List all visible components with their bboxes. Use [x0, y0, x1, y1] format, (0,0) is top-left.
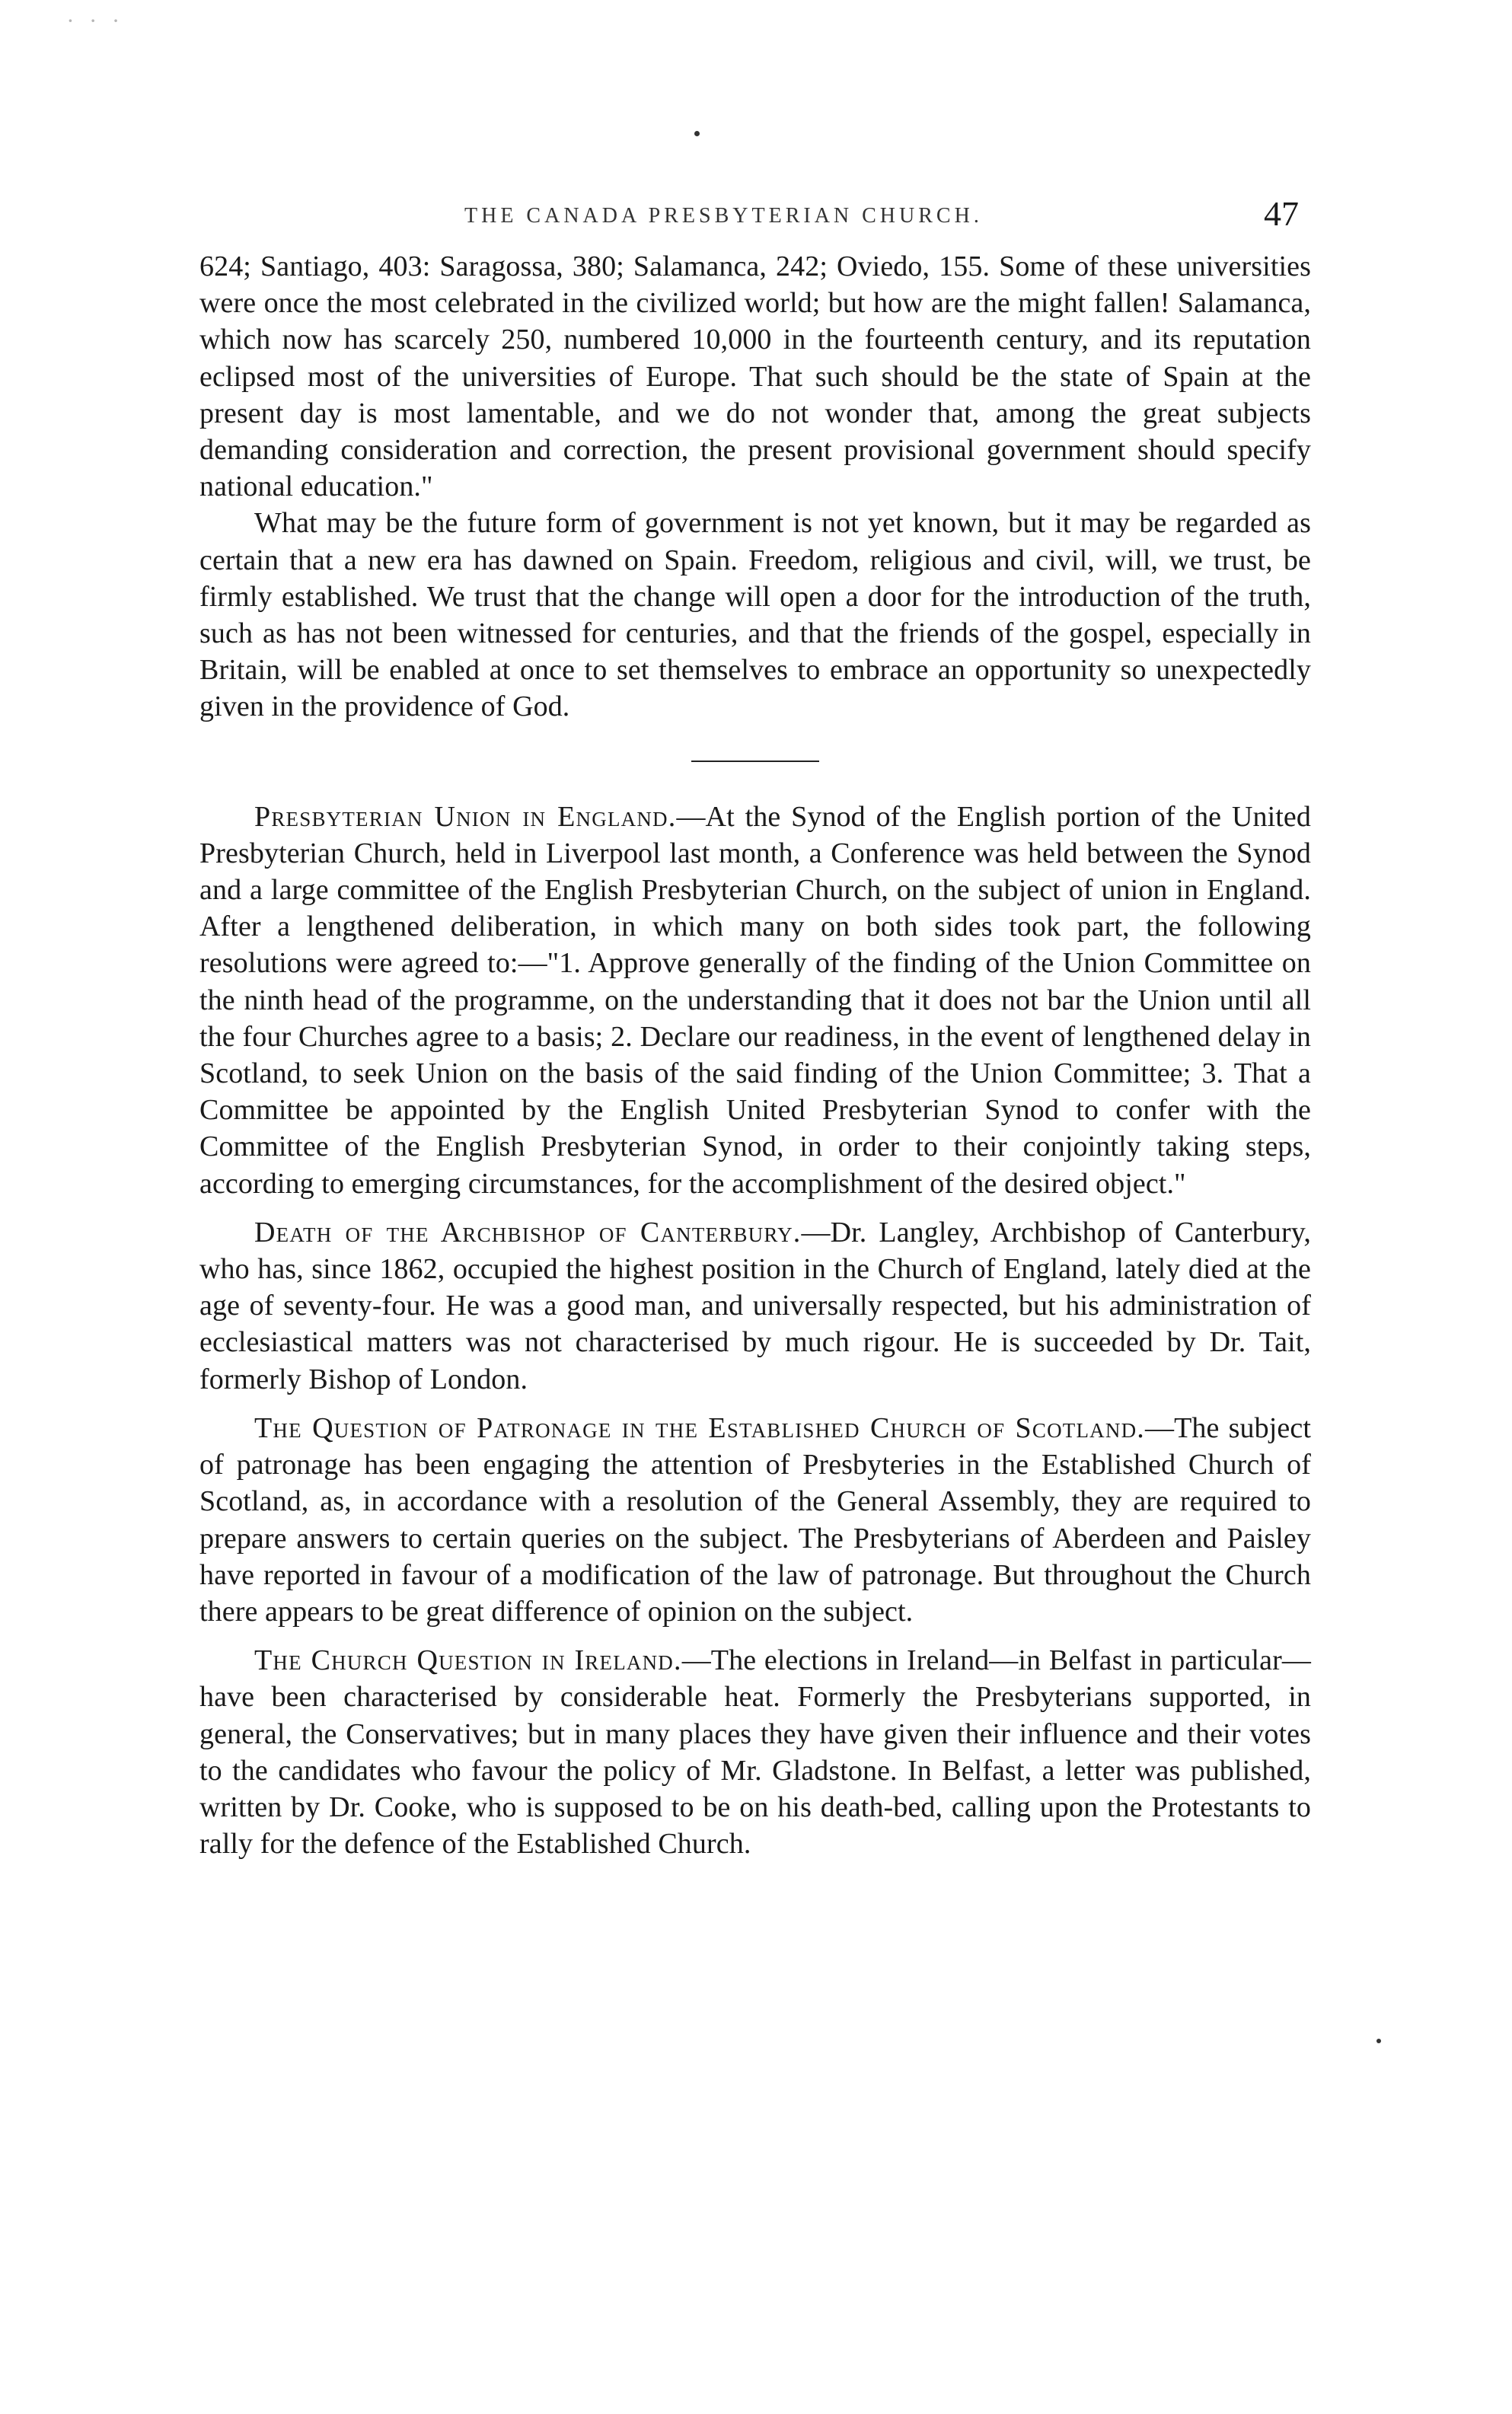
running-title: THE CANADA PRESBYTERIAN CHURCH. [464, 204, 983, 228]
news-item [199, 1642, 1311, 1862]
news-item-heading: The Question of Patronage in the Established Church of Scotland. [254, 1411, 1145, 1444]
ink-dot [694, 131, 700, 136]
news-item-heading: The Church Question in Ireland. [254, 1644, 682, 1677]
news-item [199, 1410, 1311, 1630]
article-continuation-paragraph: 624; Santiago, 403: Saragossa, 380; Salamanca, 242; Oviedo, 155. Some of these universities were once the most celebrated in the civilized world; but how are the might fallen! Salamanca, which now has scarcely 250, numbered 10,000 in the fourteenth century, and its reputation eclipsed most of the universities of Europe. That such should be the state of Spain at the present day is most lamentable, and we do not wonder that, among the great subjects demanding consideration and correction, the present provisional government should specify national education." [199, 250, 1311, 503]
ink-dot [1376, 2039, 1381, 2043]
news-item-heading: Death of the Archbishop of Canterbury. [254, 1216, 802, 1248]
page-number: 47 [1264, 194, 1299, 233]
section-divider [691, 761, 819, 762]
news-item-heading: Presbyterian Union in England. [254, 800, 677, 833]
news-item-text: —The elections in Ireland—in Belfast in particular—have been characterised by considerable heat. Formerly the Presbyterians supported, in general, the Conservatives; but in many places they have given their influence and their votes to the candidates who favour the policy of Mr. Gladstone. In Belfast, a letter was published, written by Dr. Cooke, who is supposed to be on his death-bed, calling upon the Protestants to rally for the defence of the Established Church. [199, 1644, 1311, 1861]
text-body [199, 248, 1311, 1862]
news-item-text: —Dr. Langley, Archbishop of Canterbury, who has, since 1862, occupied the highest position in the Church of England, lately died at the age of seventy-four. He was a good man, and universally respected, but his administration of ecclesiastical matters was not characterised by much rigour. He is succeeded by Dr. Tait, formerly Bishop of London. [199, 1216, 1311, 1395]
news-item-text: —The subject of patronage has been engaging the attention of Presbyteries in the Established Church of Scotland, as, in accordance with a resolution of the General Assembly, they are required to prepare answers to certain queries on the subject. The Presbyterians of Aberdeen and Paisley have reported in favour of a modification of the law of patronage. But throughout the Church there appears to be great difference of opinion on the subject. [199, 1411, 1311, 1628]
news-item [199, 1214, 1311, 1398]
article-continuation-paragraph: What may be the future form of government is not yet known, but it may be regarded as certain that a new era has dawned on Spain. Freedom, religious and civil, will, we trust, be firmly established. We trust that the change will open a door for the introduction of the truth, such as has not been witnessed for centuries, and that the friends of the gospel, especially in Britain, will be enabled at once to set themselves to embrace an opportunity so unexpectedly given in the providence of God. [199, 507, 1311, 723]
news-item-text: —At the Synod of the English portion of the United Presbyterian Church, held in Liverpool last month, a Conference was held between the Synod and a large committee of the English Presbyterian Church, on the subject of union in England. After a lengthened deliberation, in which many on both sides took part, the following resolutions were agreed to:—"1. Approve generally of the finding of the Union Committee on the ninth head of the programme, on the understanding that it does not bar the Union until all the four Churches agree to a basis; 2. Declare our readiness, in the event of lengthened delay in Scotland, to seek Union on the basis of the said finding of the Union Committee; 3. That a Committee be appointed by the English United Presbyterian Synod to confer with the Committee of the English Presbyterian Synod, in order to their conjointly taking steps, according to emerging circumstances, for the accomplishment of the desired object." [199, 800, 1311, 1200]
news-item [199, 799, 1311, 1202]
corner-specks: · · · [67, 8, 124, 33]
